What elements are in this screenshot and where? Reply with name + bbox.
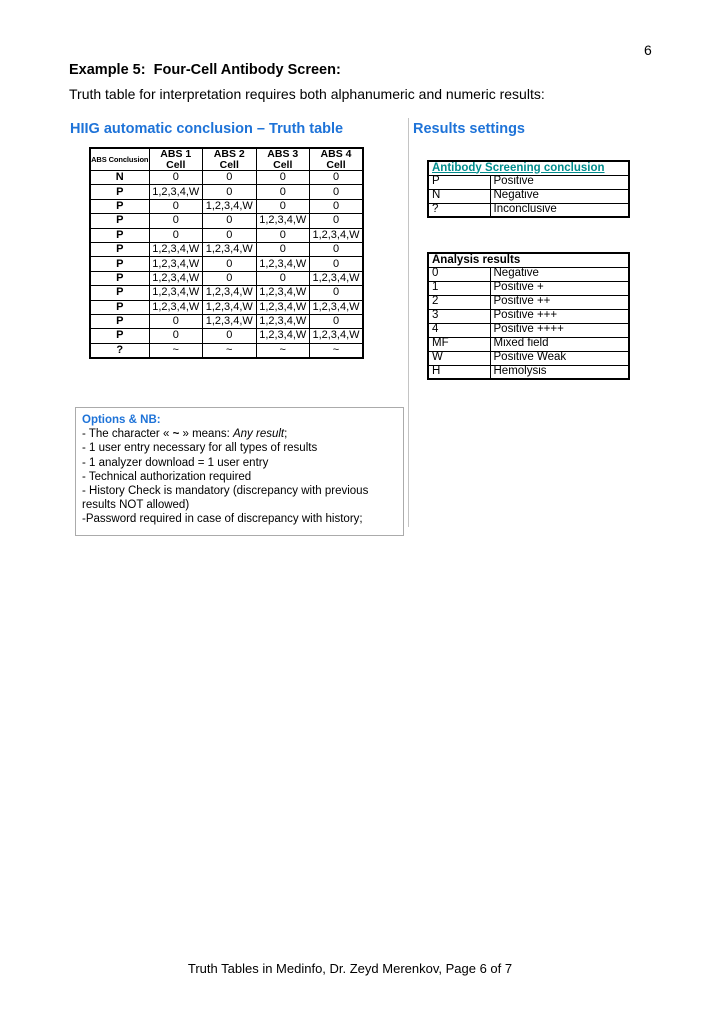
table-row	[90, 242, 363, 256]
table-cell: 0	[310, 314, 364, 328]
table-cell: P	[90, 199, 149, 213]
table-row	[90, 228, 363, 242]
table-row	[428, 351, 629, 365]
table-row	[90, 343, 363, 357]
options-line-tilde-post: ;	[284, 428, 288, 441]
table-cell: MF	[428, 337, 490, 351]
table-cell: 1,2,3,4,W	[310, 300, 364, 314]
analysis-results-table	[427, 252, 630, 380]
analysis-table-title: Analysis results	[428, 253, 629, 267]
antibody-screening-conclusion-table	[427, 160, 630, 218]
table-row	[90, 329, 363, 343]
table-row	[90, 257, 363, 271]
analysis-table-header	[428, 253, 629, 267]
table-cell: P	[90, 300, 149, 314]
table-cell: W	[428, 351, 490, 365]
table-cell: 1,2,3,4,W	[149, 286, 203, 300]
page-number: 6	[644, 42, 652, 58]
header-cell: ABS 1 Cell	[149, 148, 203, 171]
table-cell: Positive ++	[490, 295, 629, 309]
table-cell: ~	[310, 343, 364, 357]
table-cell: ?	[90, 343, 149, 357]
table-cell: ~	[256, 343, 310, 357]
table-cell: 0	[203, 271, 257, 285]
table-cell: Positive +	[490, 281, 629, 295]
table-cell: 1,2,3,4,W	[203, 199, 257, 213]
table-cell: Inconclusive	[490, 203, 629, 217]
table-cell: 0	[149, 228, 203, 242]
table-cell: P	[90, 271, 149, 285]
page-footer: Truth Tables in Medinfo, Dr. Zeyd Merenkov, Page 6 of 7	[187, 961, 513, 976]
options-line: - Technical authorization required	[82, 470, 252, 483]
table-cell: P	[90, 242, 149, 256]
example-heading: Example 5: Four-Cell Antibody Screen:	[69, 62, 341, 78]
conclusion-table-header-row	[428, 161, 629, 175]
table-row	[90, 271, 363, 285]
table-cell: P	[428, 175, 490, 189]
table-row	[428, 203, 629, 217]
options-line-tilde	[82, 427, 396, 441]
table-row	[428, 309, 629, 323]
table-cell: 0	[428, 267, 490, 281]
options-line: -Password required in case of discrepancy with history;	[82, 513, 363, 526]
truth-table-body	[90, 171, 363, 358]
table-cell: P	[90, 286, 149, 300]
header-cell: ABS 2 Cell	[203, 148, 257, 171]
table-cell: 3	[428, 309, 490, 323]
table-cell: 0	[310, 171, 364, 185]
table-cell: 0	[203, 329, 257, 343]
table-cell: 0	[310, 185, 364, 199]
table-cell: P	[90, 185, 149, 199]
table-cell: 1,2,3,4,W	[149, 300, 203, 314]
table-cell: Hemolysis	[490, 365, 629, 379]
header-cell: ABS 4 Cell	[310, 148, 364, 171]
table-cell: 1,2,3,4,W	[203, 314, 257, 328]
analysis-table-body	[428, 267, 629, 379]
options-line: - 1 analyzer download = 1 user entry	[82, 456, 269, 469]
table-cell: N	[428, 189, 490, 203]
table-cell: 0	[203, 214, 257, 228]
column-divider	[408, 118, 409, 527]
table-cell: Mixed field	[490, 337, 629, 351]
options-nb-box	[75, 407, 404, 536]
table-cell: 0	[310, 199, 364, 213]
table-cell: 0	[310, 242, 364, 256]
table-cell: ?	[428, 203, 490, 217]
table-cell: 1,2,3,4,W	[203, 286, 257, 300]
table-cell: Positive	[490, 175, 629, 189]
table-cell: 1,2,3,4,W	[203, 300, 257, 314]
table-cell: Negative	[490, 189, 629, 203]
options-line-tilde-mid: » means:	[179, 428, 233, 441]
table-cell: Negative	[490, 267, 629, 281]
table-cell: 1	[428, 281, 490, 295]
table-cell: 0	[256, 242, 310, 256]
table-cell: ~	[149, 343, 203, 357]
table-cell: 2	[428, 295, 490, 309]
table-cell: 1,2,3,4,W	[310, 329, 364, 343]
table-cell: 0	[149, 199, 203, 213]
analysis-table-header-row	[428, 253, 629, 267]
table-cell: 0	[256, 271, 310, 285]
table-cell: 1,2,3,4,W	[256, 286, 310, 300]
table-row	[428, 189, 629, 203]
table-cell: 1,2,3,4,W	[256, 257, 310, 271]
right-section-title: Results settings	[413, 121, 525, 137]
table-cell: 0	[256, 185, 310, 199]
truth-table-header	[90, 148, 363, 171]
table-cell: 1,2,3,4,W	[310, 271, 364, 285]
table-cell: 1,2,3,4,W	[256, 300, 310, 314]
table-row	[428, 295, 629, 309]
table-cell: ~	[203, 343, 257, 357]
table-row	[90, 171, 363, 185]
table-cell: Positive Weak	[490, 351, 629, 365]
table-row	[90, 314, 363, 328]
options-nb-title: Options & NB:	[82, 414, 161, 426]
example-subheading: Truth table for interpretation requires both alphanumeric and numeric results:	[69, 86, 545, 102]
table-cell: 0	[203, 228, 257, 242]
table-row	[90, 300, 363, 314]
table-row	[428, 175, 629, 189]
table-cell: P	[90, 257, 149, 271]
table-cell: 4	[428, 323, 490, 337]
options-line-tilde-pre: - The character «	[82, 428, 173, 441]
options-line: - 1 user entry necessary for all types of results	[82, 442, 318, 455]
table-cell: 0	[256, 199, 310, 213]
any-result-italic: Any result	[232, 428, 285, 441]
table-row	[90, 286, 363, 300]
table-cell: 1,2,3,4,W	[310, 228, 364, 242]
table-row	[428, 337, 629, 351]
table-cell: 0	[256, 228, 310, 242]
table-cell: 1,2,3,4,W	[149, 271, 203, 285]
table-cell: 1,2,3,4,W	[203, 242, 257, 256]
conclusion-table-body	[428, 175, 629, 217]
table-row	[428, 323, 629, 337]
truth-table-header-row	[90, 148, 363, 171]
table-cell: 0	[149, 329, 203, 343]
table-cell: Positive ++++	[490, 323, 629, 337]
table-cell: 1,2,3,4,W	[256, 314, 310, 328]
table-cell: 0	[310, 214, 364, 228]
table-cell: 1,2,3,4,W	[149, 257, 203, 271]
options-line: - History Check is mandatory (discrepancy with previous results NOT allowed)	[82, 485, 369, 512]
table-cell: 0	[256, 171, 310, 185]
conclusion-table-title: Antibody Screening conclusion	[428, 161, 629, 175]
table-cell: 0	[203, 257, 257, 271]
header-cell: ABS Conclusion	[90, 148, 149, 171]
table-cell: 1,2,3,4,W	[149, 242, 203, 256]
header-cell: ABS 3 Cell	[256, 148, 310, 171]
table-cell: 0	[310, 286, 364, 300]
table-cell: P	[90, 314, 149, 328]
left-section-title: HIIG automatic conclusion – Truth table	[70, 121, 344, 137]
table-row	[90, 214, 363, 228]
table-cell: P	[90, 329, 149, 343]
table-cell: Positive +++	[490, 309, 629, 323]
table-cell: 0	[203, 171, 257, 185]
table-cell: 0	[310, 257, 364, 271]
table-cell: P	[90, 228, 149, 242]
table-cell: P	[90, 214, 149, 228]
table-cell: 1,2,3,4,W	[149, 185, 203, 199]
table-row	[90, 185, 363, 199]
table-cell: 1,2,3,4,W	[256, 329, 310, 343]
table-row	[428, 267, 629, 281]
table-row	[428, 365, 629, 379]
table-row	[428, 281, 629, 295]
table-cell: 1,2,3,4,W	[256, 214, 310, 228]
truth-table	[89, 147, 364, 359]
conclusion-table-header	[428, 161, 629, 175]
table-cell: 0	[149, 214, 203, 228]
table-cell: 0	[203, 185, 257, 199]
table-cell: 0	[149, 314, 203, 328]
tilde-character: ~	[172, 428, 180, 441]
table-row	[90, 199, 363, 213]
table-cell: N	[90, 171, 149, 185]
table-cell: 0	[149, 171, 203, 185]
table-cell: H	[428, 365, 490, 379]
